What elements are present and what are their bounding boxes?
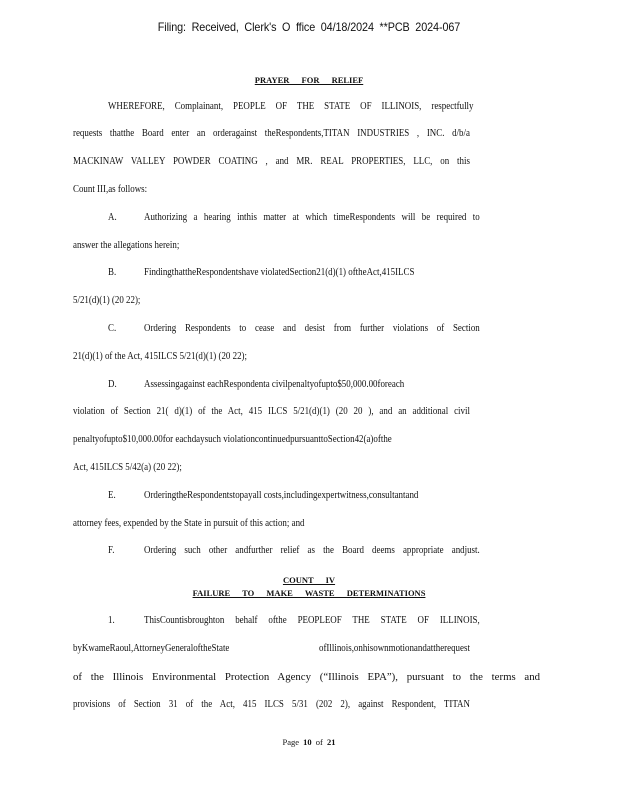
item-line: Act, 415ILCS 5/42(a) (20 22); — [73, 462, 182, 473]
filing-docket: **PCB 2024-067 — [379, 20, 461, 34]
item-line: attorney fees, expended by the State in pursuit of this action; and — [73, 518, 305, 529]
page-footer — [0, 737, 618, 747]
count-line: provisions of Section 31 of the Act, 415 ILCS 5/31 (202 2), against Respondent, TITAN — [73, 699, 470, 710]
filing-status: Received, — [191, 20, 239, 34]
prayer-intro-line: requests thatthe Board enter an orderagainst theRespondents,TITAN INDUSTRIES , INC. d/b/a — [73, 128, 470, 139]
count-line: byKwameRaoul,AttorneyGeneraloftheState ofIllinois,onhisownmotionandattherequest — [73, 643, 470, 654]
count-number-heading — [0, 575, 618, 585]
item-letter: C. — [108, 323, 117, 334]
filing-header — [31, 20, 587, 34]
filing-label: Filing: — [157, 20, 186, 34]
of-label: of — [315, 737, 323, 747]
item-letter: B. — [108, 267, 117, 278]
item-letter: E. — [108, 490, 116, 501]
prayer-heading-text: PRAYER FOR RELIEF — [254, 75, 364, 85]
item-letter: F. — [108, 545, 115, 556]
filing-office: Clerk's O ffice — [244, 20, 316, 34]
item-letter: A. — [108, 212, 117, 223]
page-number: 10 — [303, 737, 312, 747]
paragraph-number: 1. — [108, 615, 115, 626]
item-line: 21(d)(1) of the Act, 415ILCS 5/21(d)(1) (20 22); — [73, 351, 248, 362]
count-number-text: COUNT IV — [282, 575, 336, 585]
prayer-intro-line: MACKINAW VALLEY POWDER COATING , and MR. REAL PROPERTIES, LLC, on this — [73, 156, 470, 167]
item-first-line: Ordering such other andfurther relief as the Board deems appropriate andjust. — [144, 545, 480, 556]
item-first-line: FindingthattheRespondentshave violatedSection21(d)(1) oftheAct,415ILCS — [144, 267, 415, 278]
filing-date: 04/18/2024 — [320, 20, 374, 34]
item-first-line: Authorizing a hearing inthis matter at which timeRespondents will be required to — [144, 212, 480, 223]
item-first-line: Ordering Respondents to cease and desist from further violations of Section — [144, 323, 480, 334]
total-pages: 21 — [327, 737, 336, 747]
item-letter: D. — [108, 379, 117, 390]
item-first-line: OrderingtheRespondentstopayall costs,includingexpertwitness,consultantand — [144, 490, 419, 501]
prayer-heading — [0, 75, 618, 85]
item-line: answer the allegations herein; — [73, 240, 180, 251]
item-line: 5/21(d)(1) (20 22); — [73, 295, 141, 306]
item-line: penaltyofupto$10,000.00for eachdaysuch violationcontinuedpursuanttoSection42(a)ofthe — [73, 434, 392, 445]
count-title-text: FAILURE TO MAKE WASTE DETERMINATIONS — [192, 588, 426, 598]
page-label: Page — [282, 737, 300, 747]
prayer-intro-line: Count III,as follows: — [73, 184, 148, 195]
count-title-heading — [0, 588, 618, 598]
count-line: of the Illinois Environmental Protection Agency (“Illinois EPA”), pursuant to the terms and — [73, 671, 540, 683]
prayer-intro-line: WHEREFORE, Complainant, PEOPLE OF THE STATE OF ILLINOIS, respectfully — [108, 101, 474, 112]
count-line: ThisCountisbroughton behalf ofthe PEOPLEOF THE STATE OF ILLINOIS, — [144, 615, 480, 626]
item-first-line: Assessingagainst eachRespondenta civilpenaltyofupto$50,000.00foreach — [144, 379, 405, 390]
item-line: violation of Section 21( d)(1) of the Act, 415 ILCS 5/21(d)(1) (20 20 ), and an additional civil — [73, 406, 470, 417]
